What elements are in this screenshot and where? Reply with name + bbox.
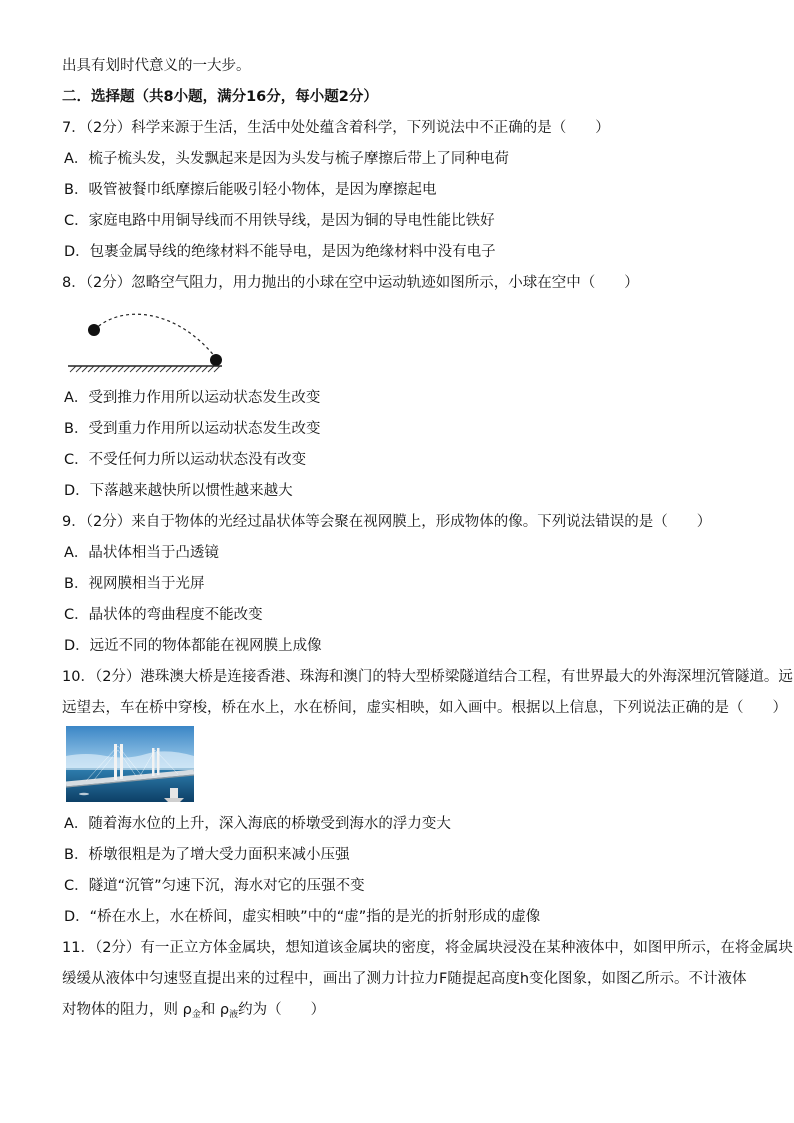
q11-line3-post: 约为（ ） [238,1002,326,1018]
q10-option-d: D．“桥在水上，水在桥间，虚实相映”中的“虚”指的是光的折射形成的虚像 [64,909,541,925]
q8-option-d: D．下落越来越快所以惯性越来越大 [64,483,293,499]
q10-option-a: A．随着海水位的上升，深入海底的桥墩受到海水的浮力变大 [64,816,451,832]
ball-start [88,324,100,336]
q10-stem-line1: 10．（2分）港珠澳大桥是连接香港、珠海和澳门的特大型桥梁隧道结合工程，有世界最大的外海深埋沉管隧道。远 [62,669,793,685]
bridge-photo-drawing [66,726,194,802]
q7-option-d: D．包裹金属导线的绝缘材料不能导电，是因为绝缘材料中没有电子 [64,244,496,260]
trajectory-curve [94,314,216,358]
q9-option-c: C．晶状体的弯曲程度不能改变 [64,607,263,623]
q8-option-c: C．不受任何力所以运动状态没有改变 [64,452,307,468]
q11-line3-pre: 对物体的阻力，则 ρ [62,1002,192,1018]
q11-stem-line1: 11．（2分）有一正立方体金属块，想知道该金属块的密度，将金属块浸没在某种液体中，如图甲所示，在将金属块 [62,940,793,956]
q9-option-b: B．视网膜相当于光屏 [64,576,205,592]
q9-option-d: D．远近不同的物体都能在视网膜上成像 [64,638,322,654]
q9-stem: 9．（2分）来自于物体的光经过晶状体等会聚在视网膜上，形成物体的像。下列说法错误的是（ ） [62,514,712,530]
ball-end [210,354,222,366]
q10-option-b: B．桥墩很粗是为了增大受力面积来减小压强 [64,847,350,863]
q7-option-c: C．家庭电路中用铜导线而不用铁导线，是因为铜的导电性能比铁好 [64,213,495,229]
q7-option-b: B．吸管被餐巾纸摩擦后能吸引轻小物体，是因为摩擦起电 [64,182,437,198]
q10-option-c: C．隧道“沉管”匀速下沉，海水对它的压强不变 [64,878,365,894]
ground-hatching [70,366,220,372]
q11-stem-line3 [62,1000,762,1025]
section-heading: 二．选择题（共8小题，满分16分，每小题2分） [62,89,378,105]
q9-option-a: A．晶状体相当于凸透镜 [64,545,219,561]
intro-tail-text: 出具有划时代意义的一大步。 [62,58,251,74]
q8-stem: 8．（2分）忽略空气阻力，用力抛出的小球在空中运动轨迹如图所示，小球在空中（ ） [62,275,639,291]
q8-option-a: A．受到推力作用所以运动状态发生改变 [64,390,321,406]
q7-option-a: A．梳子梳头发，头发飘起来是因为头发与梳子摩擦后带上了同种电荷 [64,151,509,167]
trajectory-figure [66,312,236,376]
q8-option-b: B．受到重力作用所以运动状态发生改变 [64,421,321,437]
q11-sub-gold: 金 [191,1010,201,1020]
q11-stem-line2: 缓缓从液体中匀速竖直提出来的过程中，画出了测力计拉力F随提起高度h变化图象，如图乙所示。不计液体 [62,971,747,987]
q7-stem: 7．（2分）科学来源于生活，生活中处处蕴含着科学，下列说法中不正确的是（ ） [62,120,610,136]
q10-stem-line2: 远望去，车在桥中穿梭，桥在水上，水在桥间，虚实相映，如入画中。根据以上信息，下列说法正确的是（ ） [62,700,787,716]
bridge-photo [66,726,194,802]
q11-sub-liquid: 液 [229,1010,239,1020]
q11-line3-mid: 和 ρ [200,1002,230,1018]
